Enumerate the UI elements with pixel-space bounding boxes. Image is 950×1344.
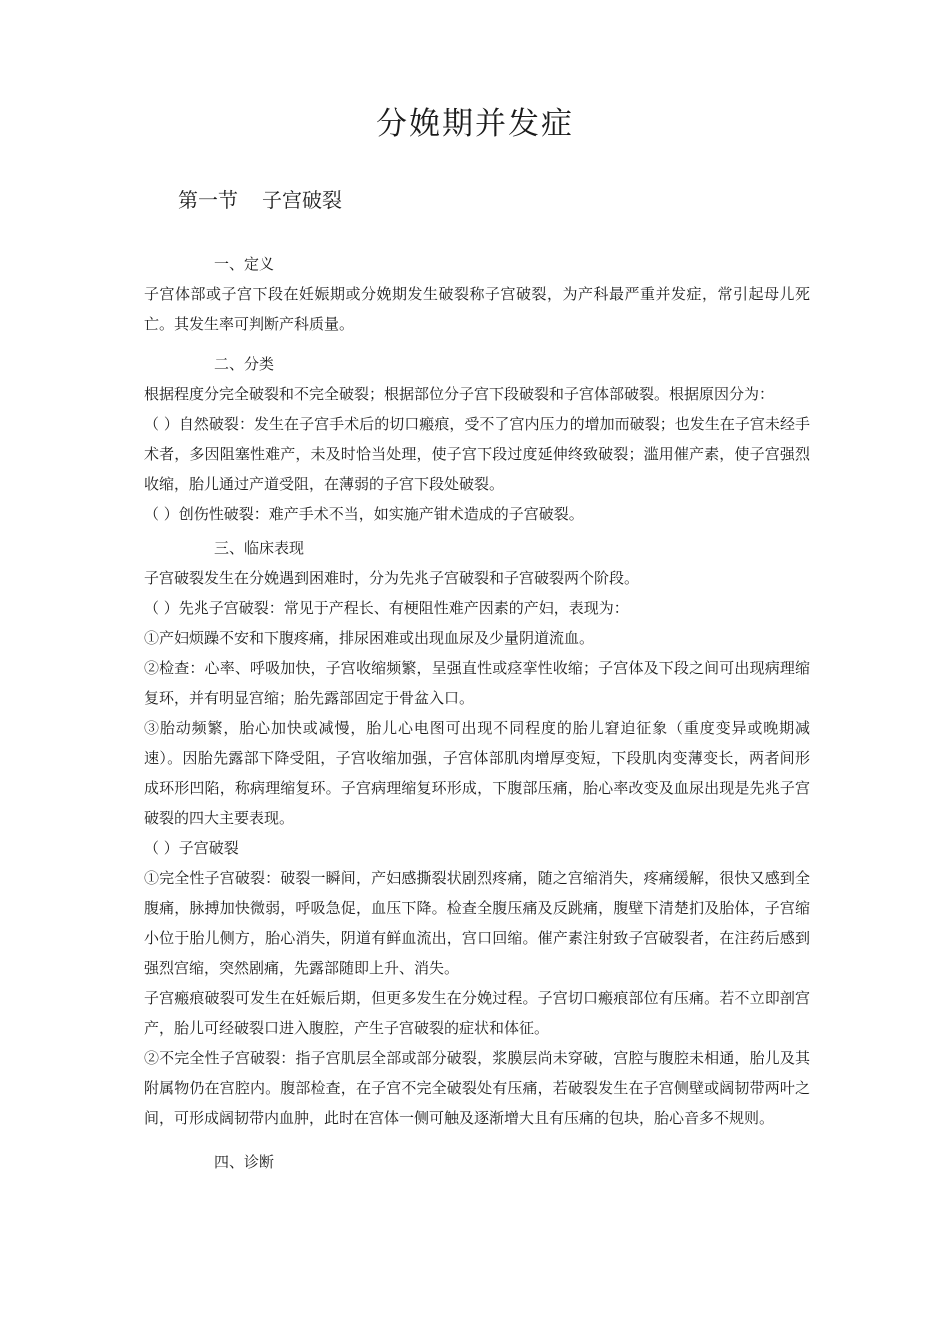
document-body [144, 249, 810, 1177]
paragraph: 子宫体部或子宫下段在妊娠期或分娩期发生破裂称子宫破裂，为产科最严重并发症，常引起母儿死亡。其发生率可判断产科质量。 [144, 285, 810, 333]
paragraph: 根据程度分完全破裂和不完全破裂；根据部位分子宫下段破裂和子宫体部破裂。根据原因分为： [144, 385, 775, 403]
paragraph: ②检查：心率、呼吸加快，子宫收缩频繁，呈强直性或痉挛性收缩；子宫体及下段之间可出现病理缩复环，并有明显宫缩；胎先露部固定于骨盆入口。 [144, 659, 810, 707]
paragraph: ①产妇烦躁不安和下腹疼痛，排尿困难或出现血尿及少量阴道流血。 [144, 629, 595, 647]
subheading-classification: 二、分类 [214, 355, 275, 373]
paragraph: 子宫瘢痕破裂可发生在妊娠后期，但更多发生在分娩过程。子宫切口瘢痕部位有压痛。若不立即剖宫产，胎儿可经破裂口进入腹腔，产生子宫破裂的症状和体征。 [144, 989, 810, 1037]
paragraph: 子宫破裂发生在分娩遇到困难时，分为先兆子宫破裂和子宫破裂两个阶段。 [144, 569, 640, 587]
paragraph: （ ）子宫破裂 [144, 839, 239, 857]
paragraph: ①完全性子宫破裂：破裂一瞬间，产妇感撕裂状剧烈疼痛，随之宫缩消失，疼痛缓解，很快又感到全腹痛，脉搏加快微弱，呼吸急促，血压下降。检查全腹压痛及反跳痛，腹壁下清楚扪及胎体，子宫缩小位于胎儿侧方，胎心消失，阴道有鲜血流出，宫口回缩。催产素注射致子宫破裂者，在注药后感到强烈宫缩，突然剧痛，先露部随即上升、消失。 [144, 869, 810, 977]
subheading-definition: 一、定义 [214, 255, 275, 273]
section-title: 子宫破裂 [262, 188, 342, 212]
paragraph: （ ）创伤性破裂：难产手术不当，如实施产钳术造成的子宫破裂。 [144, 505, 584, 523]
subheading-diagnosis: 四、诊断 [214, 1153, 275, 1171]
section-number: 第一节 [178, 188, 238, 212]
subheading-clinical: 三、临床表现 [214, 539, 305, 557]
paragraph: ②不完全性子宫破裂：指子宫肌层全部或部分破裂，浆膜层尚未穿破，宫腔与腹腔未相通，胎儿及其附属物仍在宫腔内。腹部检查，在子宫不完全破裂处有压痛，若破裂发生在子宫侧壁或阔韧带两叶之间，可形成阔韧带内血肿，此时在宫体一侧可触及逐渐增大且有压痛的包块，胎心音多不规则。 [144, 1049, 810, 1127]
paragraph: （ ）自然破裂：发生在子宫手术后的切口瘢痕，受不了宫内压力的增加而破裂；也发生在子宫未经手术者，多因阻塞性难产，未及时恰当处理，使子宫下段过度延伸终致破裂；滥用催产素，使子宫强烈收缩，胎儿通过产道受阻，在薄弱的子宫下段处破裂。 [144, 415, 810, 493]
document-title: 分娩期并发症 [376, 106, 574, 142]
paragraph: ③胎动频繁，胎心加快或减慢，胎儿心电图可出现不同程度的胎儿窘迫征象（重度变异或晚期减速）。因胎先露部下降受阻，子宫收缩加强，子宫体部肌肉增厚变短，下段肌肉变薄变长，两者间形成环形凹陷，称病理缩复环。子宫病理缩复环形成，下腹部压痛，胎心率改变及血尿出现是先兆子宫破裂的四大主要表现。 [144, 719, 810, 827]
paragraph: （ ）先兆子宫破裂：常见于产程长、有梗阻性难产因素的产妇，表现为： [144, 599, 629, 617]
section-heading [178, 186, 342, 214]
